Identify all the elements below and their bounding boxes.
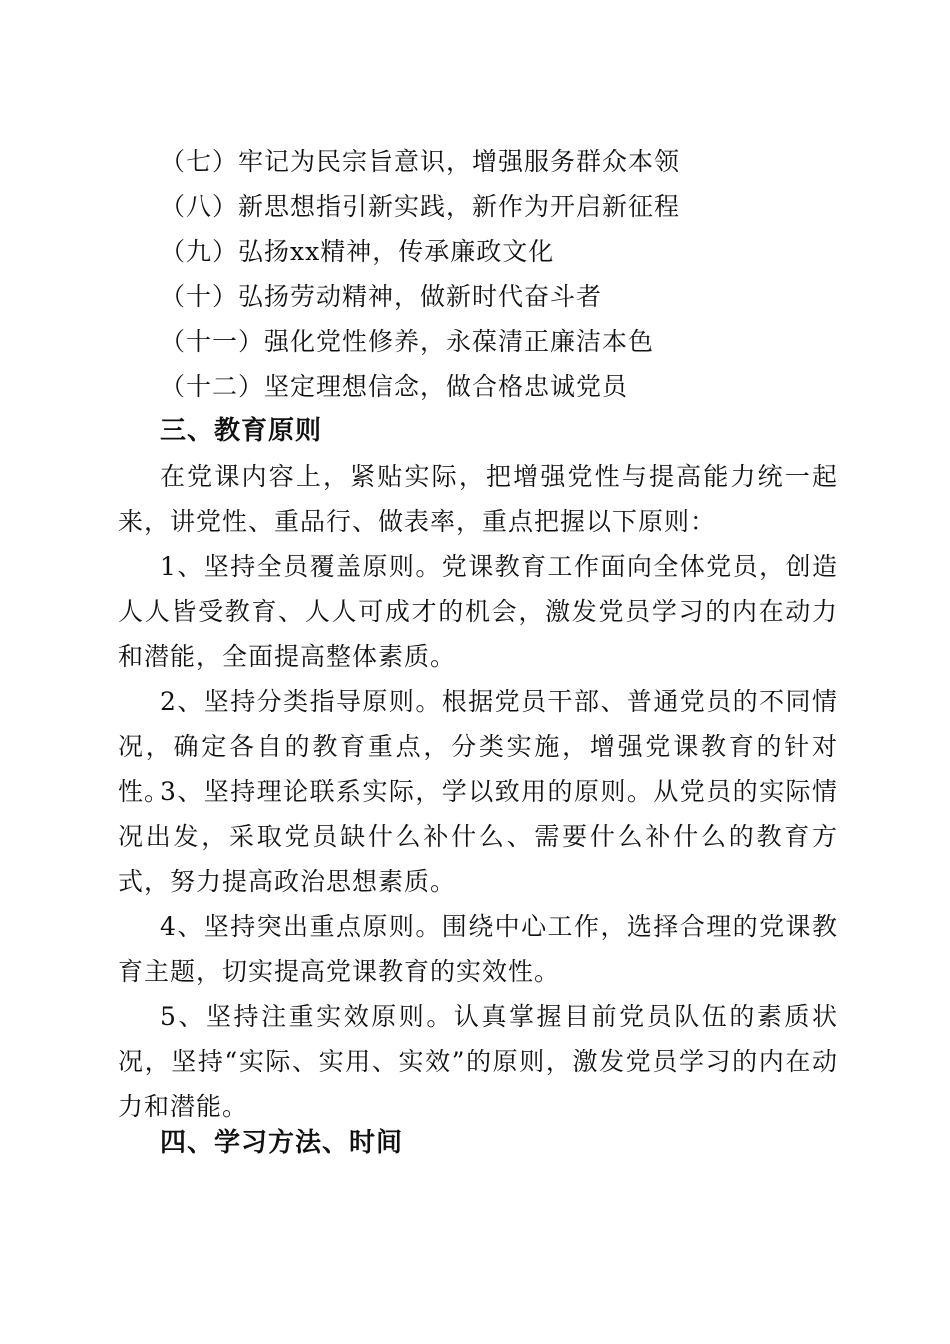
principles-intro-paragraph: 在党课内容上，紧贴实际，把增强党性与提高能力统一起来，讲党性、重品行、做表率，重点把握以下原则： — [118, 462, 838, 536]
principle-paragraph-4: 4、坚持突出重点原则。围绕中心工作，选择合理的党课教育主题，切实提高党课教育的实效性。 — [118, 912, 838, 986]
principle-paragraph-5: 5、坚持注重实效原则。认真掌握目前党员队伍的素质状况，坚持“实际、实用、实效”的原则，激发党员学习的内在动力和潜能。 — [118, 1002, 838, 1121]
topic-item: （十二）坚定理想信念，做合格忠诚党员 — [160, 372, 629, 401]
topic-item: （八）新思想指引新实践，新作为开启新征程 — [160, 192, 681, 221]
topic-list — [160, 139, 860, 409]
principle-paragraph-1: 1、坚持全员覆盖原则。党课教育工作面向全体党员，创造人人皆受教育、人人可成才的机会，激发党员学习的内在动力和潜能，全面提高整体素质。 — [118, 552, 838, 671]
topic-item: （十一）强化党性修养，永葆清正廉洁本色 — [160, 327, 655, 356]
section-heading-principles: 三、教育原则 — [160, 416, 323, 446]
principle-paragraph-2: 2、坚持分类指导原则。根据党员干部、普通党员的不同情况，确定各自的教育重点，分类实施，增强党课教育的针对性。 — [118, 687, 838, 806]
section-heading-methods: 四、学习方法、时间 — [160, 1128, 404, 1158]
topic-item: （七）牢记为民宗旨意识，增强服务群众本领 — [160, 147, 681, 176]
principle-paragraph-3: 3、坚持理论联系实际，学以致用的原则。从党员的实际情况出发，采取党员缺什么补什么、需要什么补什么的教育方式，努力提高政治思想素质。 — [118, 777, 838, 896]
topic-item: （十）弘扬劳动精神，做新时代奋斗者 — [160, 282, 603, 311]
topic-item: （九）弘扬xx精神，传承廉政文化 — [160, 237, 555, 266]
